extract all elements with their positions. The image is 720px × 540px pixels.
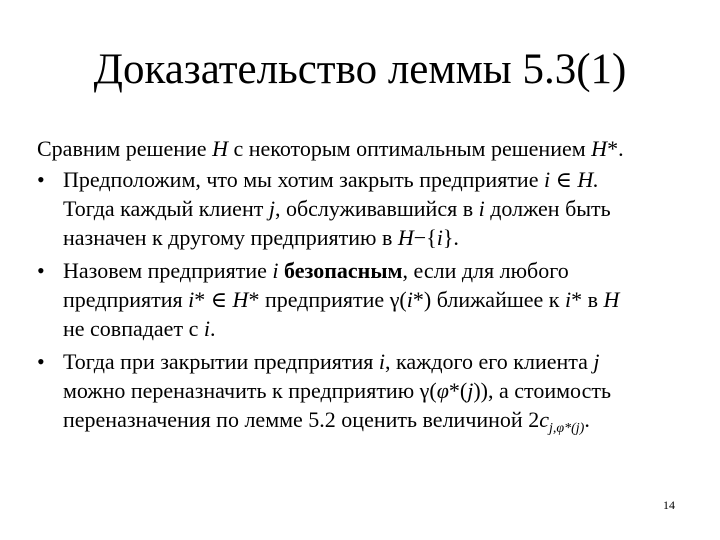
- text-run: должен быть: [484, 196, 611, 221]
- bullet-line: [63, 285, 697, 314]
- text-run: назначен к другому предприятию в: [63, 225, 398, 250]
- bullet-line: [63, 376, 697, 405]
- math-var: H: [232, 287, 249, 312]
- text-run: , обслуживавшийся в: [274, 196, 479, 221]
- text-run: Тогда каждый клиент: [63, 196, 269, 221]
- math-var: j: [467, 378, 474, 403]
- intro-text: с некоторым оптимальным решением: [227, 136, 592, 161]
- text-run: переназначения по лемме 5.2 оценить величиной 2: [63, 407, 540, 432]
- text-run: можно переназначить к предприятию γ(: [63, 378, 437, 403]
- intro-paragraph: [37, 134, 697, 163]
- math-var: H: [397, 225, 414, 250]
- slide-body: [37, 134, 697, 438]
- math-var: i: [543, 167, 551, 192]
- bold-term: безопасным: [284, 258, 403, 283]
- bullet-line: [63, 223, 697, 252]
- text-run: Тогда при закрытии предприятия: [63, 349, 379, 374]
- math-symbol: }.: [442, 225, 459, 250]
- math-symbol: *(: [448, 378, 468, 403]
- bullet-line: [63, 194, 697, 223]
- math-subscript: j,φ*(j): [548, 421, 585, 436]
- text-run: не совпадает с: [63, 316, 204, 341]
- math-symbol: ∈: [550, 167, 578, 192]
- page-number: 14: [663, 498, 675, 512]
- slide-title: Доказательство леммы 5.3(1): [93, 46, 627, 93]
- text-run: Назовем предприятие: [63, 258, 273, 283]
- bullet-item: [37, 347, 697, 434]
- text-run: *) ближайшее к: [412, 287, 565, 312]
- math-var: H: [603, 287, 620, 312]
- bullet-line: [63, 314, 697, 343]
- intro-text: Сравним решение: [37, 136, 213, 161]
- math-var: φ: [436, 378, 449, 403]
- math-var: i: [203, 316, 210, 341]
- math-var: i: [272, 258, 279, 283]
- math-var: i: [436, 225, 443, 250]
- math-var: c: [539, 407, 549, 432]
- math-var: i: [406, 287, 413, 312]
- bullet-marker: •: [37, 349, 45, 374]
- math-var: j: [593, 349, 600, 374]
- text-run: * предприятие γ(: [248, 287, 407, 312]
- text-run: .: [209, 316, 216, 341]
- bullet-line: [63, 405, 697, 434]
- math-var: i: [565, 287, 572, 312]
- math-var: i: [188, 287, 195, 312]
- bullet-item: [37, 256, 697, 343]
- text-run: предприятия: [63, 287, 189, 312]
- intro-text: *.: [607, 136, 624, 161]
- text-run: Предположим, что мы хотим закрыть предприятие: [63, 167, 544, 192]
- text-run: )), а стоимость: [473, 378, 611, 403]
- bullet-line: [63, 256, 697, 285]
- intro-var: H: [591, 136, 608, 161]
- bullet-line: [63, 165, 697, 194]
- math-symbol: * ∈: [194, 287, 233, 312]
- text-run: , каждого его клиента: [385, 349, 594, 374]
- text-run: , если для любого: [402, 258, 569, 283]
- intro-var: H: [212, 136, 228, 161]
- math-var: i: [378, 349, 386, 374]
- bullet-item: [37, 165, 697, 252]
- bullet-marker: •: [37, 167, 45, 192]
- bullet-marker: •: [37, 258, 45, 283]
- math-var: H.: [577, 167, 599, 192]
- bullet-line: [63, 347, 697, 376]
- text-run: * в: [571, 287, 604, 312]
- math-var: i: [478, 196, 485, 221]
- text-run: .: [584, 407, 590, 432]
- math-symbol: −{: [413, 225, 437, 250]
- math-var: j: [268, 196, 275, 221]
